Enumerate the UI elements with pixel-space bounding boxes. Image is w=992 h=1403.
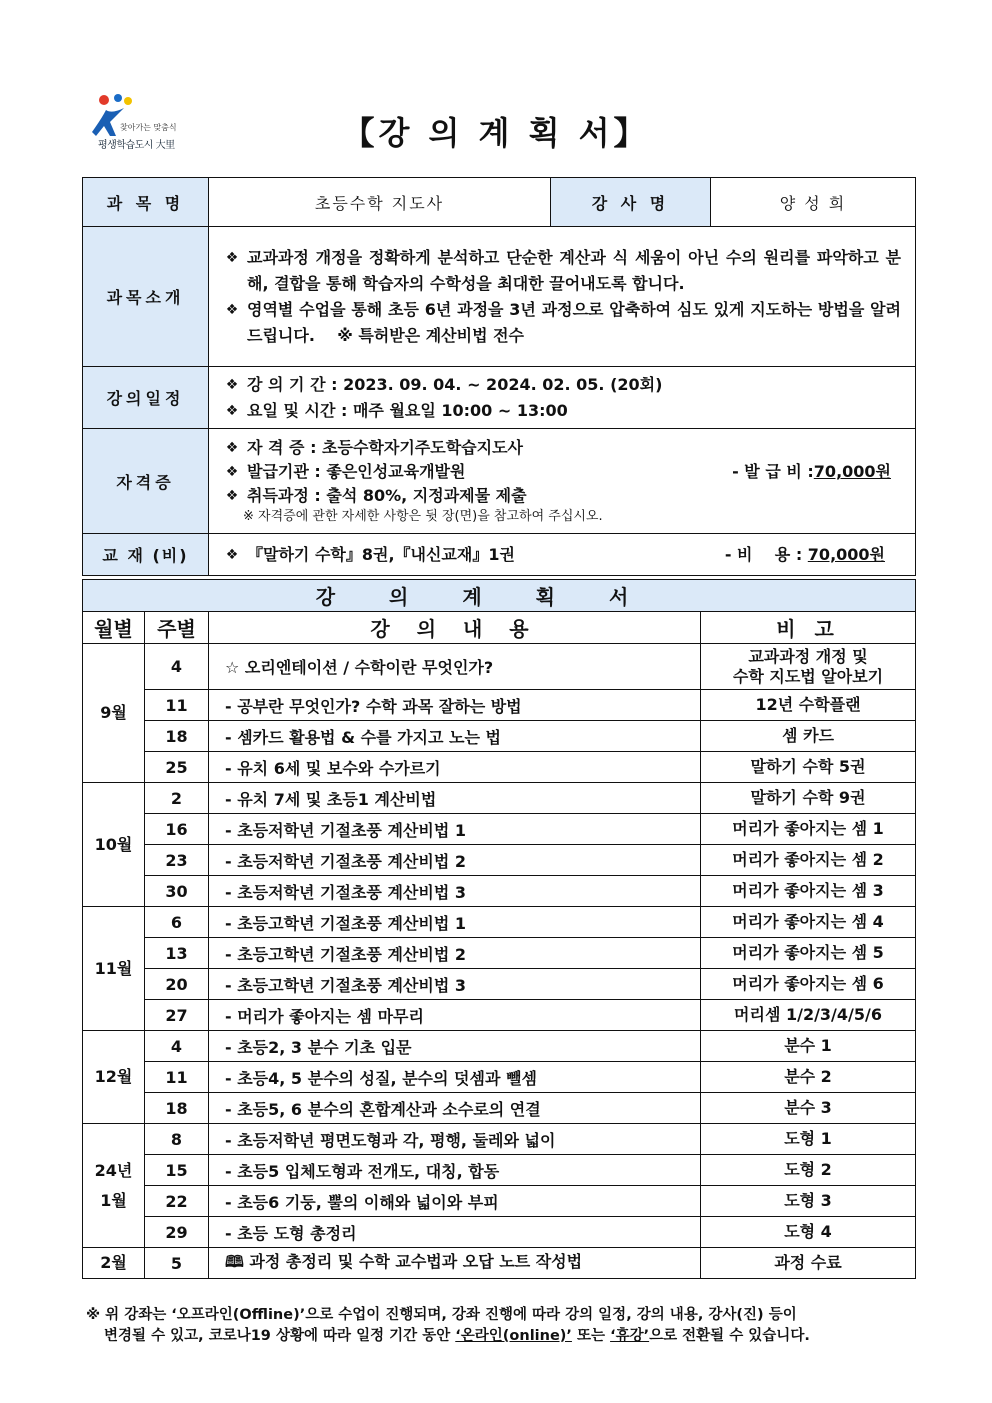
note-cell: 머리가 좋아지는 셈 3	[701, 876, 916, 907]
week-cell: 23	[145, 845, 209, 876]
note-cell: 분수 3	[701, 1093, 916, 1124]
intro-extra: ※ 특허받은 계산비법 전수	[337, 325, 525, 345]
footer-online: ‘온라인(online)’	[455, 1328, 572, 1344]
table-row	[83, 690, 916, 721]
content-cell: - 초등저학년 기절초풍 계산비법 2	[209, 845, 701, 876]
table-row	[83, 1093, 916, 1124]
content-cell: - 초등6 기둥, 뿔의 이해와 넓이와 부피	[209, 1186, 701, 1217]
content-cell: - 유치 7세 및 초등1 계산비법	[209, 783, 701, 814]
logo-city: 평생학습도시 大里	[98, 140, 175, 151]
content-cell: - 초등저학년 기절초풍 계산비법 3	[209, 876, 701, 907]
week-cell: 8	[145, 1124, 209, 1155]
table-row	[83, 1217, 916, 1248]
week-cell: 22	[145, 1186, 209, 1217]
schedule-time: 요일 및 시간 : 매주 월요일 10:00 ~ 13:00	[247, 400, 568, 420]
book-cell	[209, 534, 916, 576]
intro-cell	[209, 227, 916, 367]
month-cell: 10월	[83, 783, 145, 907]
month-cell: 12월	[83, 1031, 145, 1124]
table-row	[83, 783, 916, 814]
book-value: 『말하기 수학』8권,『내신교재』1권	[247, 544, 515, 564]
subject-label: 과 목 명	[83, 178, 209, 227]
intro-label: 과목소개	[83, 227, 209, 367]
content-cell: - 공부란 무엇인가? 수학 과목 잘하는 방법	[209, 690, 701, 721]
table-row	[83, 1000, 916, 1031]
header-content: 강 의 내 용	[209, 612, 701, 644]
content-cell: - 초등 도형 총정리	[209, 1217, 701, 1248]
week-cell: 11	[145, 1062, 209, 1093]
content-cell: - 초등5 입체도형과 전개도, 대칭, 합동	[209, 1155, 701, 1186]
week-cell: 2	[145, 783, 209, 814]
note-cell: 과정 수료	[701, 1248, 916, 1279]
week-cell: 11	[145, 690, 209, 721]
cert-fee: 70,000원	[813, 462, 891, 481]
page-title: 【강 의 계 획 서】	[342, 114, 650, 152]
cert-fee-label: - 발 급 비 :	[732, 462, 814, 481]
content-cell: - 머리가 좋아지는 셈 마무리	[209, 1000, 701, 1031]
book-fee-label: - 비 용 :	[724, 544, 808, 564]
content-cell: - 초등고학년 기절초풍 계산비법 3	[209, 969, 701, 1000]
week-cell: 27	[145, 1000, 209, 1031]
footer-note	[86, 1305, 912, 1347]
table-row	[83, 1124, 916, 1155]
content-cell: - 초등5, 6 분수의 혼합계산과 소수로의 연결	[209, 1093, 701, 1124]
note-cell: 말하기 수학 9권	[701, 783, 916, 814]
week-cell: 16	[145, 814, 209, 845]
content-cell: - 유치 6세 및 보수와 수가르기	[209, 752, 701, 783]
note-cell: 머리가 좋아지는 셈 2	[701, 845, 916, 876]
note-cell: 도형 1	[701, 1124, 916, 1155]
book-fee: 70,000원	[807, 544, 885, 564]
cert-note: ※ 자격증에 관한 자세한 사항은 뒷 장(면)을 참고하여 주십시오.	[243, 509, 603, 524]
table-row	[83, 721, 916, 752]
note-cell: 분수 2	[701, 1062, 916, 1093]
week-cell: 20	[145, 969, 209, 1000]
content-cell: - 초등고학년 기절초풍 계산비법 1	[209, 907, 701, 938]
instructor-label: 강 사 명	[551, 178, 711, 227]
note-cell: 머리가 좋아지는 셈 6	[701, 969, 916, 1000]
content-cell: - 초등고학년 기절초풍 계산비법 2	[209, 938, 701, 969]
note-cell: 머리가 좋아지는 셈 5	[701, 938, 916, 969]
week-cell: 13	[145, 938, 209, 969]
content-cell: - 초등저학년 기절초풍 계산비법 1	[209, 814, 701, 845]
table-row	[83, 938, 916, 969]
week-cell: 15	[145, 1155, 209, 1186]
book-label: 교 재 (비)	[83, 534, 209, 576]
month-cell: 9월	[83, 644, 145, 783]
header-note: 비 고	[701, 612, 916, 644]
table-row	[83, 1031, 916, 1062]
footer-line-1: ※ 위 강좌는 ‘오프라인(Offline)’으로 수업이 진행되며, 강좌 진행에 따라 강의 일정, 강의 내용, 강사(진) 등이	[86, 1307, 797, 1323]
week-cell: 18	[145, 1093, 209, 1124]
cert-issuer: 발급기관 : 좋은인성교육개발원	[247, 462, 466, 481]
table-row	[83, 752, 916, 783]
content-cell: - 초등2, 3 분수 기초 입문	[209, 1031, 701, 1062]
schedule-period: 강 의 기 간 : 2023. 09. 04. ~ 2024. 02. 05. (20회)	[247, 374, 663, 394]
note-cell: 머리가 좋아지는 셈 4	[701, 907, 916, 938]
table-row	[83, 814, 916, 845]
week-cell: 6	[145, 907, 209, 938]
course-info-table	[82, 177, 916, 576]
header-week: 주별	[145, 612, 209, 644]
month-cell: 11월	[83, 907, 145, 1031]
month-cell: 24년 1월	[83, 1124, 145, 1248]
note-cell: 머리셈 1/2/3/4/5/6	[701, 1000, 916, 1031]
instructor-value: 양 성 희	[711, 178, 916, 227]
note-cell: 도형 4	[701, 1217, 916, 1248]
month-cell: 2월	[83, 1248, 145, 1279]
content-cell: - 초등4, 5 분수의 성질, 분수의 덧셈과 뺄셈	[209, 1062, 701, 1093]
schedule-label: 강의일정	[83, 367, 209, 429]
week-cell: 4	[145, 1031, 209, 1062]
week-cell: 5	[145, 1248, 209, 1279]
note-cell: 셈 카드	[701, 721, 916, 752]
diamond-bullet-icon: ❖	[225, 402, 239, 419]
subject-value: 초등수학 지도사	[209, 178, 551, 227]
note-cell: 도형 3	[701, 1186, 916, 1217]
cert-requirement: 취득과정 : 출석 80%, 지정과제물 제출	[247, 486, 527, 505]
table-row	[83, 845, 916, 876]
week-cell: 18	[145, 721, 209, 752]
diamond-bullet-icon: ❖	[225, 440, 239, 456]
plan-banner: 강의계획서	[83, 580, 916, 612]
diamond-bullet-icon: ❖	[225, 488, 239, 504]
diamond-bullet-icon: ❖	[225, 464, 239, 480]
table-row	[83, 644, 916, 690]
note-cell: 도형 2	[701, 1155, 916, 1186]
diamond-bullet-icon: ❖	[225, 249, 239, 266]
week-cell: 30	[145, 876, 209, 907]
footer-rest: ‘휴강’	[610, 1328, 650, 1344]
table-row	[83, 1062, 916, 1093]
diamond-bullet-icon: ❖	[225, 546, 239, 563]
cert-label: 자격증	[83, 429, 209, 534]
table-row	[83, 1186, 916, 1217]
diamond-bullet-icon: ❖	[225, 301, 239, 318]
intro-text-2: 영역별 수업을 통해 초등 6년 과정을 3년 과정으로 압축하여 심도 있게 지도하는 방법을 알려 드립니다.	[247, 299, 901, 345]
logo-tagline: 찾아가는 맞춤식	[120, 123, 177, 132]
cert-name: 자 격 증 : 초등수학자기주도학습지도사	[247, 438, 523, 457]
footer-text: 또는	[571, 1328, 611, 1344]
content-cell: - 초등저학년 평면도형과 각, 평행, 둘레와 넓이	[209, 1124, 701, 1155]
content-cell: 🕮 과정 총정리 및 수학 교수법과 오답 노트 작성법	[209, 1248, 701, 1279]
intro-text-1: 교과과정 개정을 정확하게 분석하고 단순한 계산과 식 세움이 아닌 수의 원리를 파악하고 분해, 결합을 통해 학습자의 수학성을 최대한 끌어내도록 합니다.	[247, 247, 901, 293]
note-cell: 12년 수학플랜	[701, 690, 916, 721]
content-cell: - 셈카드 활용법 & 수를 가지고 노는 법	[209, 721, 701, 752]
note-cell: 분수 1	[701, 1031, 916, 1062]
content-cell: ☆ 오리엔테이션 / 수학이란 무엇인가?	[209, 644, 701, 690]
intro-text-2-wrap	[247, 297, 901, 349]
schedule-cell	[209, 367, 916, 429]
note-cell: 머리가 좋아지는 셈 1	[701, 814, 916, 845]
table-row	[83, 1155, 916, 1186]
footer-text: 변경될 수 있고, 코로나19 상황에 따라 일정 기간 동안	[104, 1328, 456, 1344]
table-row	[83, 1248, 916, 1279]
schedule-table	[82, 579, 916, 1279]
cert-cell	[209, 429, 916, 534]
week-cell: 29	[145, 1217, 209, 1248]
footer-line-2	[86, 1326, 912, 1347]
table-row	[83, 907, 916, 938]
diamond-bullet-icon: ❖	[225, 376, 239, 393]
note-cell: 교과과정 개정 및 수학 지도법 알아보기	[701, 644, 916, 690]
table-row	[83, 876, 916, 907]
footer-text: 으로 전환될 수 있습니다.	[649, 1328, 810, 1344]
table-row	[83, 969, 916, 1000]
week-cell: 4	[145, 644, 209, 690]
week-cell: 25	[145, 752, 209, 783]
header-month: 월별	[83, 612, 145, 644]
note-cell: 말하기 수학 5권	[701, 752, 916, 783]
